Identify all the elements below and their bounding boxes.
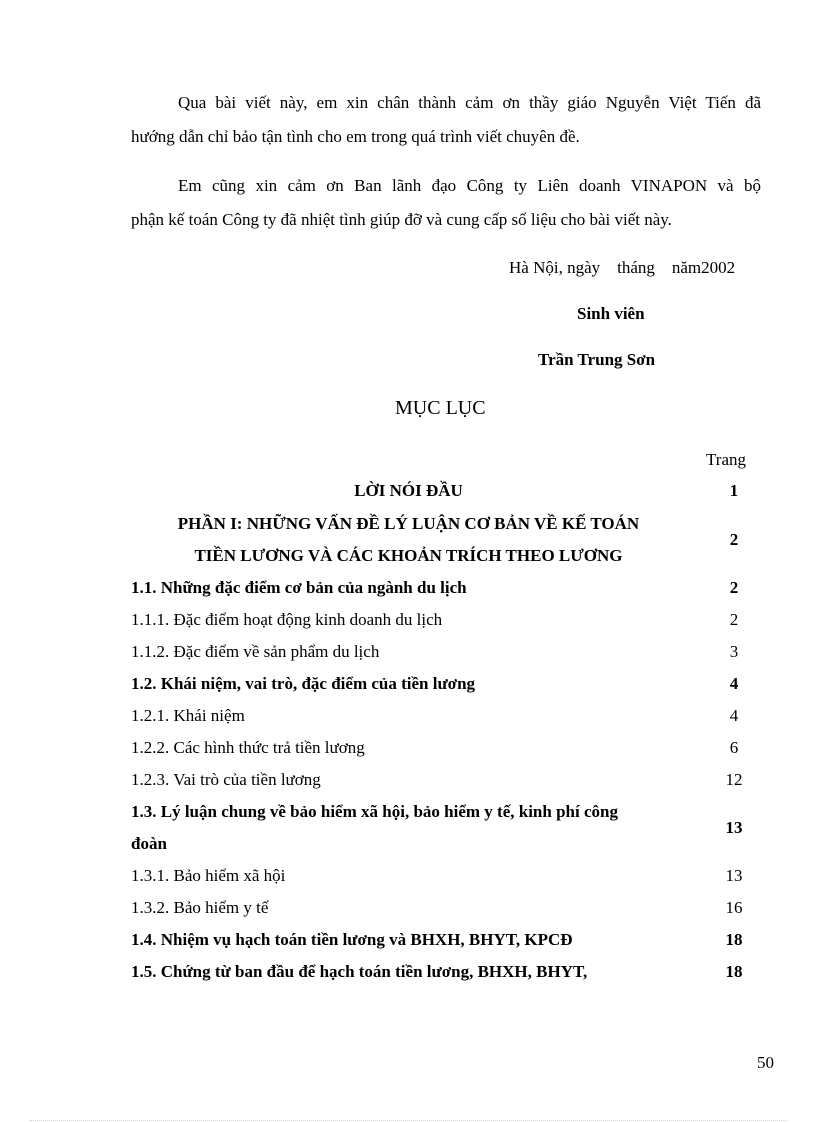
signature-date: Hà Nội, ngày tháng năm2002 (509, 258, 736, 277)
paragraph-line: hướng dẫn chỉ bảo tận tình cho em trong quá trình viết chuyên đề. (131, 127, 580, 146)
page-bottom-divider (30, 1120, 786, 1121)
toc-entry-page: 2 (729, 578, 739, 597)
toc-entry-page: 16 (725, 898, 743, 917)
toc-entry-text: 1.1.1. Đặc điểm hoạt động kinh doanh du lịch (131, 610, 443, 629)
toc-entry-page: 12 (725, 770, 743, 789)
toc-title: MỤC LỤC (395, 397, 486, 419)
paragraph-line: Em cũng xin cảm ơn Ban lãnh đạo Công ty Liên doanh VINAPON và bộ (178, 176, 761, 195)
toc-entry-text: 1.2.1. Khái niệm (131, 706, 245, 725)
toc-page-header: Trang (706, 450, 746, 469)
toc-entry-page: 3 (729, 642, 739, 661)
toc-entry-text: 1.2.2. Các hình thức trả tiền lương (131, 738, 365, 757)
toc-entry-page: 18 (725, 930, 743, 949)
paragraph-line: phận kế toán Công ty đã nhiệt tình giúp đỡ và cung cấp số liệu cho bài viết này. (131, 210, 672, 229)
toc-entry-page: 13 (725, 818, 743, 837)
toc-entry-text: 1.3.1. Bảo hiểm xã hội (131, 866, 286, 885)
toc-entry-text-continued: TIỀN LƯƠNG VÀ CÁC KHOẢN TRÍCH THEO LƯƠNG (194, 546, 623, 565)
acknowledgement-paragraph-2 (131, 169, 761, 237)
toc-entry-text: 1.1. Những đặc điểm cơ bản của ngành du lịch (131, 578, 467, 597)
toc-entry-text: 1.1.2. Đặc điểm về sản phẩm du lịch (131, 642, 380, 661)
toc-entry-text: LỜI NÓI ĐẦU (354, 481, 463, 500)
toc-entry-page: 4 (729, 706, 739, 725)
toc-entry-page: 4 (729, 674, 739, 693)
toc-entry-page: 2 (729, 530, 739, 549)
toc-entry-text: 1.3. Lý luận chung về bảo hiểm xã hội, bảo hiểm y tế, kinh phí công (131, 802, 618, 821)
toc-entry-text-continued: đoàn (131, 834, 167, 853)
paragraph-line: Qua bài viết này, em xin chân thành cảm ơn thầy giáo Nguyễn Việt Tiến đã (178, 93, 761, 112)
toc-entry-text: 1.2.3. Vai trò của tiền lương (131, 770, 321, 789)
toc-entry-page: 1 (729, 481, 739, 500)
toc-entry-page: 2 (729, 610, 739, 629)
toc-entry-page: 13 (725, 866, 743, 885)
toc-entry-page: 18 (725, 962, 743, 981)
toc-entry-page: 6 (729, 738, 739, 757)
acknowledgement-paragraph-1 (131, 86, 761, 154)
toc-entry-text: 1.2. Khái niệm, vai trò, đặc điểm của tiền lương (131, 674, 476, 693)
signature-role: Sinh viên (577, 304, 645, 323)
toc-entry-text: 1.3.2. Bảo hiểm y tế (131, 898, 269, 917)
toc-entry-text: 1.4. Nhiệm vụ hạch toán tiền lương và BHXH, BHYT, KPCĐ (131, 930, 573, 949)
toc-entry-text: 1.5. Chứng từ ban đầu để hạch toán tiền lương, BHXH, BHYT, (131, 962, 588, 981)
signature-name: Trần Trung Sơn (538, 350, 656, 369)
toc-entry-text: PHẦN I: NHỮNG VẤN ĐỀ LÝ LUẬN CƠ BẢN VỀ KẾ TOÁN (177, 514, 640, 533)
page-number: 50 (757, 1053, 774, 1072)
